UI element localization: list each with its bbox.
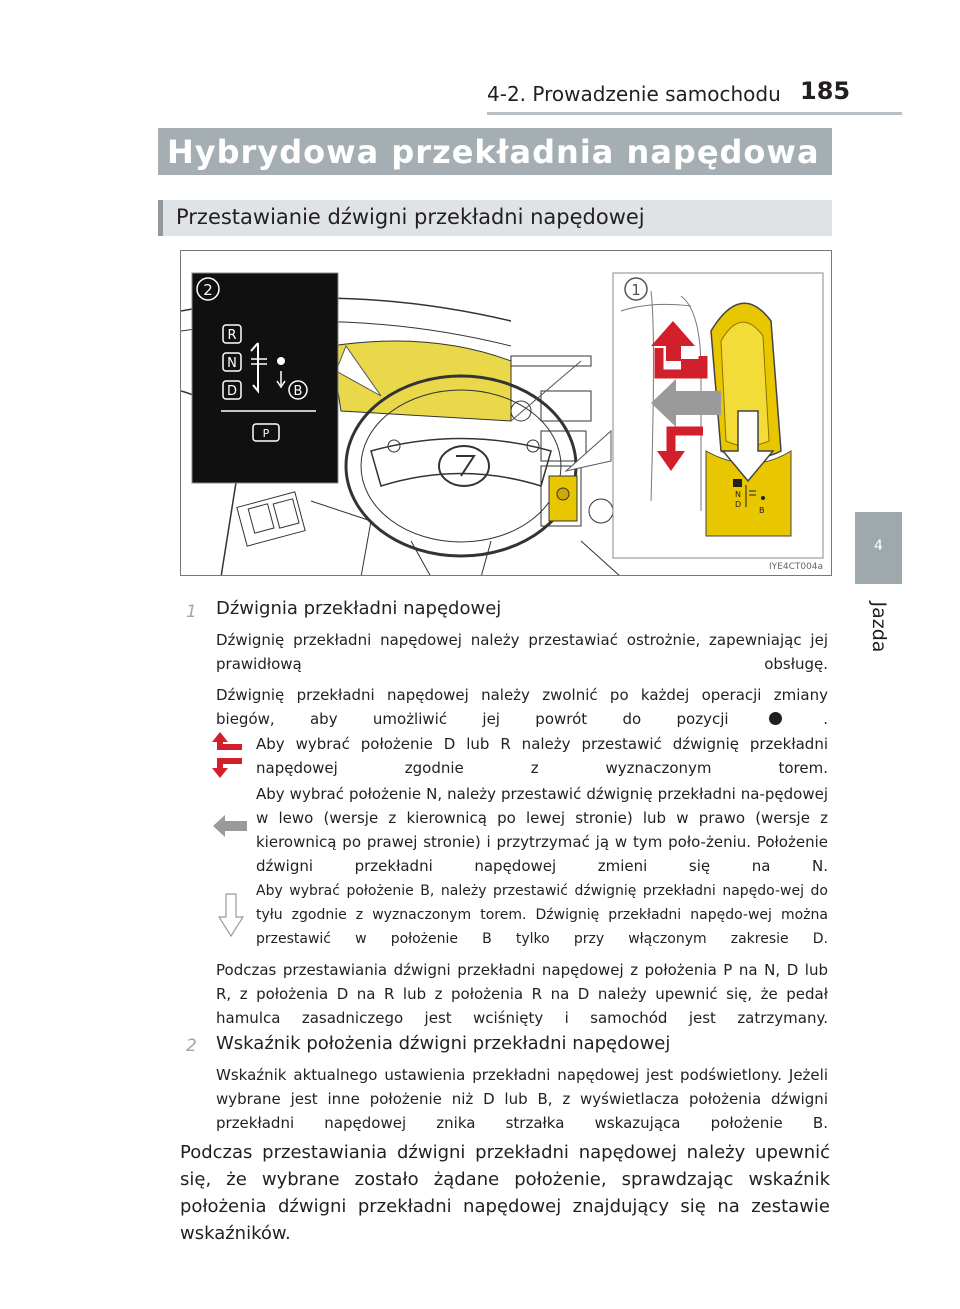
closing-paragraph: Podczas przestawiania dźwigni przekładni napędowej należy upewnić się, że wybrane zostało żądane położenie, sprawdzając wskaźnik położenia dźwigni przekładni napędowej znajdujący się na zestawie wskaźników. <box>180 1142 830 1244</box>
chapter-tab-label: Jazda <box>868 601 890 653</box>
indicator-p: P <box>262 427 270 440</box>
red-arrows-icon <box>212 730 246 780</box>
svg-text:N: N <box>735 490 741 499</box>
svg-text:D: D <box>735 500 742 509</box>
section-heading-bar <box>158 200 832 236</box>
white-down-arrow-icon <box>218 893 244 937</box>
page-number: 185 <box>800 77 851 105</box>
page-title: Hybrydowa przekładnia napędowa <box>167 133 820 171</box>
indicator-r: R <box>227 328 237 343</box>
indicator-b: B <box>293 384 303 399</box>
illustration-svg <box>181 251 832 576</box>
svg-text:1: 1 <box>186 602 197 622</box>
indicator-d: D <box>226 384 238 399</box>
indicator-n: N <box>227 356 237 371</box>
shift-lever-illustration <box>180 250 832 576</box>
item-1-para-3: Podczas przestawiania dźwigni przekładni napędowej z położenia P na N, D lub R, z położenia D na R lub z położenia R na D należy upewnić się, że pedał hamulca zasadniczego jest wciśnięty i samochód jest zatrzymany. <box>216 961 828 1027</box>
header-rule <box>487 112 902 115</box>
item-1-para-2 <box>216 683 828 731</box>
item-1-title: Dźwignia przekładni napędowej <box>216 598 502 619</box>
item-2-para: Wskaźnik aktualnego ustawienia przekładni napędowej jest podświetlony. Jeżeli wybrane jest inne położenie niż D lub B, z wyświetlacza położenia dźwigni przekładni napędowej znika strzałka wskazująca położenie B. <box>216 1066 828 1132</box>
svg-text:B: B <box>759 506 765 515</box>
running-header-section: 4-2. Prowadzenie samochodu <box>487 82 781 106</box>
instruction-b: Aby wybrać położenie B, należy przestawić dźwignię przekładni napędo-wej do tyłu zgodnie z wyznaczonym torem. Dźwignię przekładni napędo-wej można przestawić w położenie B tylko przy włączonym zakresie D. <box>256 883 828 947</box>
item-1-para-2-end: . <box>823 710 828 728</box>
item-1-para-2-text: Dźwignię przekładni napędowej należy zwolnić po każdej operacji zmiany biegów, aby umożliwić jej powrót do pozycji <box>216 686 828 728</box>
item-1-marker <box>182 600 204 620</box>
instruction-n: Aby wybrać położenie N, należy przestawić dźwignię przekładni na-pędowej w lewo (wersje z kierownicą po lewej stronie) lub w prawo (wersje z kierownicą po prawej stronie) i przytrzymać ją w tym poło-żeniu. Położenie dźwigni przekładni napędowej zmieni się na N. <box>256 785 828 875</box>
callout-2-label: 2 <box>203 281 213 299</box>
item-2-title: Wskaźnik położenia dźwigni przekładni napędowej <box>216 1033 671 1054</box>
figure-code: IYE4CT004a <box>769 562 824 572</box>
callout-1-label: 1 <box>631 281 641 299</box>
section-heading: Przestawianie dźwigni przekładni napędowej <box>176 205 645 229</box>
item-2-marker <box>182 1034 204 1056</box>
chapter-tab-number: 4 <box>874 538 883 554</box>
neutral-dot-icon <box>769 712 782 725</box>
grey-left-arrow-icon <box>213 814 247 838</box>
page-title-bar <box>158 128 832 175</box>
svg-text:2: 2 <box>186 1036 197 1056</box>
instruction-d-r: Aby wybrać położenie D lub R należy przestawić dźwignię przekładni napędowej zgodnie z wyznaczonym torem. <box>256 735 828 777</box>
item-1-para-1: Dźwignię przekładni napędowej należy przestawiać ostrożnie, zapewniając jej prawidłową obsługę. <box>216 631 828 673</box>
